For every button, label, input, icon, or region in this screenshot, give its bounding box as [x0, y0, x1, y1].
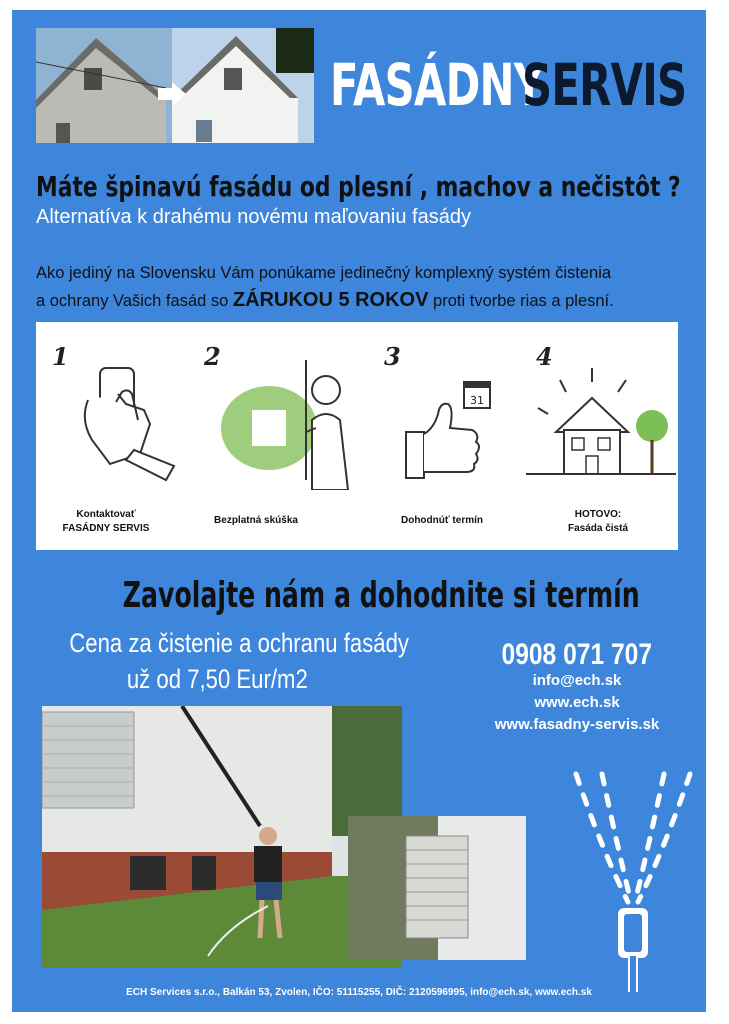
- website-link-1[interactable]: www.ech.sk: [534, 694, 620, 711]
- intro-line-2: a ochrany Vašich fasád so ZÁRUKOU 5 ROKOV proti tvorbe rias a plesní.: [36, 289, 614, 311]
- step-1-caption: Kontaktovať FASÁDNY SERVIS: [62, 509, 150, 534]
- step-3-number: 3: [384, 342, 401, 371]
- clean-house-icon: [526, 362, 676, 492]
- thumbs-up-calendar-icon: [396, 372, 506, 492]
- step-2-number: 2: [204, 342, 221, 371]
- window-before-after-photo: [348, 816, 526, 960]
- step-3-caption: Dohodnúť termín: [400, 515, 483, 526]
- house-before-after-photo: [36, 28, 314, 143]
- headline: Máte špinavú fasádu od plesní , machov a nečistôt ?: [36, 170, 681, 203]
- brand-title-word-1: FASÁDNY: [330, 51, 544, 119]
- call-to-action: Zavolajte nám a dohodnite si termín: [122, 575, 640, 616]
- intro-line-1: Ako jediný na Slovensku Vám ponúkame jedinečný komplexný systém čistenia: [36, 264, 612, 282]
- intro-paragraph: [36, 260, 614, 315]
- phone-hand-icon: [66, 360, 176, 490]
- subheadline: Alternatíva k drahému novému maľovaniu fasády: [36, 206, 471, 228]
- step-1-number: 1: [52, 342, 69, 371]
- steps-panel: [36, 322, 678, 550]
- email-link[interactable]: info@ech.sk: [532, 672, 622, 689]
- step-2-caption: Bezplatná skúška: [214, 515, 298, 526]
- warranty-highlight: ZÁRUKOU 5 ROKOV: [232, 289, 429, 311]
- price-line-1: Cena za čistenie a ochranu fasády: [69, 628, 409, 658]
- svg-text:31: 31: [470, 394, 484, 407]
- step-4-number: 4: [536, 342, 553, 371]
- website-link-2[interactable]: www.fasadny-servis.sk: [494, 716, 660, 733]
- phone-number[interactable]: 0908 071 707: [501, 638, 653, 671]
- brand-title-word-2: SERVIS: [522, 51, 687, 119]
- step-4-caption: HOTOVO: Fasáda čistá: [567, 509, 629, 534]
- price-line-2: už od 7,50 Eur/m2: [126, 664, 308, 694]
- flyer: [12, 10, 706, 1012]
- wall-test-patch-icon: [214, 360, 354, 490]
- footer-company-info: ECH Services s.r.o., Balkán 53, Zvolen, IČO: 51115255, DIČ: 2120596995, info@ech.sk, www.ech.sk: [126, 987, 592, 998]
- spray-nozzle-icon: [572, 770, 696, 992]
